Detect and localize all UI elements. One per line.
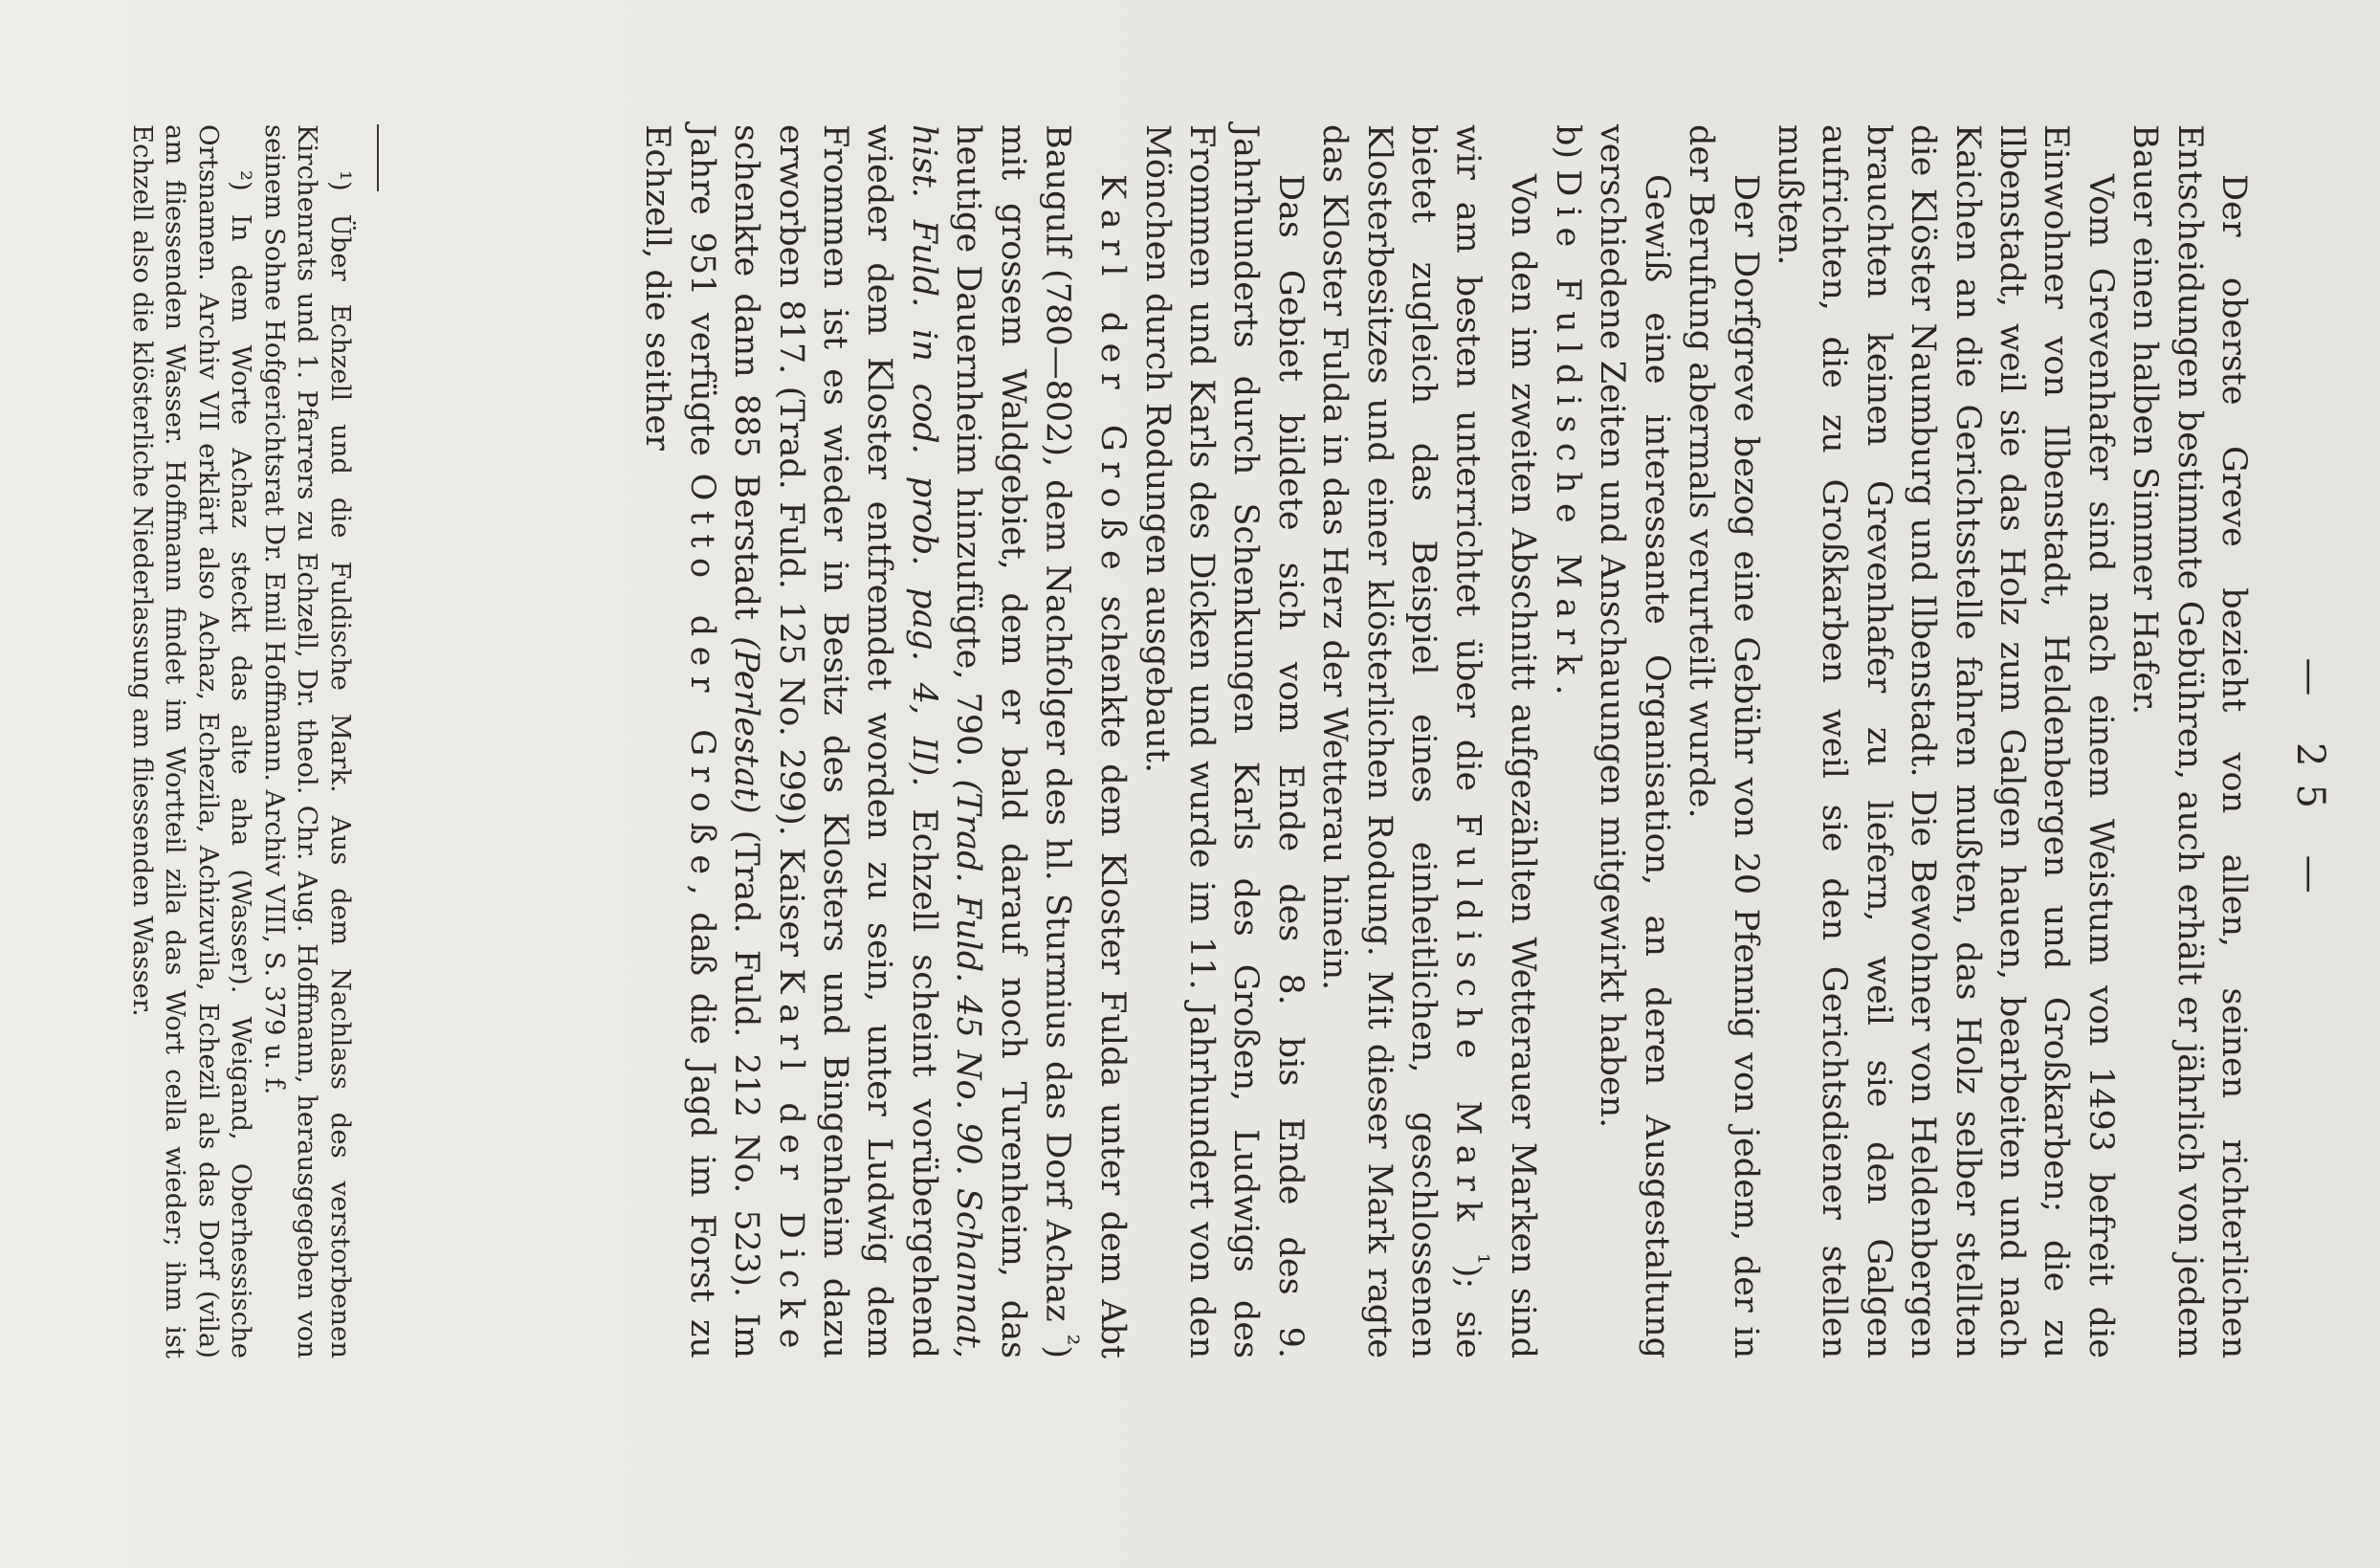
spaced-name: Karl der Dicke [771, 968, 810, 1358]
citation: (Trad. Fuld. 45 No. 90. Schannat, hist. Fuld. in cod. prob. pag. 4, II). [904, 124, 988, 1358]
paragraph-gebiet: Das Gebiet bildete sich vom Ende des 8. bis Ende des 9. Jahrhunderts durch Schenkungen Karls des Großen, Ludwigs des Frommen und Karls des Dicken und wurde im 11. Jahrhundert von den Mönchen durch Rodungen ausgebaut. [1137, 124, 1310, 1358]
paragraph-greve-fees: Der oberste Greve bezieht von allen, seinen richterlichen Entscheidungen bestimmte Gebühren, auch erhält er jährlich von jedem Bauer einen halben Simmer Hafer. [2126, 124, 2253, 1358]
paragraph-organisation: Gewiß eine interessante Organisation, an deren Ausgestaltung verschiedene Zeiten und Anschauungen mitgewirkt haben. [1593, 124, 1676, 1358]
footnote-2: ²) In dem Worte Achaz steckt das alte aha (Wasser). Weigand, Oberhessische Ortsnamen. Archiv VII erklärt also Achaz, Echezila, Achizuvila, Echezil als das Dorf (vila) am fliessenden Wasser. Hoffmann findet im Wortteil zila das Wort cella wieder; ihm ist Echzell also die klösterliche Niederlassung am fliessenden Wasser. [127, 124, 257, 1358]
spaced-name: Karl der Große [1093, 174, 1133, 581]
paragraph-grevenhafer: Vom Grevenhafer sind nach einem Weistum von 1493 befreit die Einwohner von Ilbenstadt, Heldenbergen und Großkarben; die zu Ilbenstadt, weil sie das Holz zum Galgen hauen, bearbeiten und nach Kaichen an die Gerichtsstelle fahren mußten, das Holz selber stellten die Klöster Naumburg und Ilbenstadt. Die Bewohner von Heldenbergen brauchten keinen Grevenhafer zu liefern, weil sie den Galgen aufrichten, die zu Großkarben weil sie den Gerichtsdiener stellen mußten. [1770, 124, 2120, 1358]
paragraph-fuldische-mark [1312, 124, 1546, 1358]
section-title: Die Fuldische Mark. [1548, 169, 1587, 706]
text-run: , daß die Jagd im Forst zu Echzell, die seither [638, 124, 721, 1358]
paragraph-karl-der-grosse [635, 124, 1135, 1358]
text-run: Echzell scheint vorübergehend wieder dem Kloster entfremdet worden zu sein, unter Ludwig dem Frommen ist es wieder in Besitz des Klosters und Bingenheim dazu erworben 817. (Trad. Fuld. 125 No. 299). Kaiser [771, 124, 943, 1358]
footnote-1: ¹) Über Echzell und die Fuldische Mark. Aus dem Nachlass des verstorbenen Kirchenrats und 1. Pfarrers zu Echzell, Dr. theol. Chr. Aug. Hoffmann, herausgegeben von seinem Sohne Hofgerichtsrat Dr. Emil Hoffmann. Archiv VIII, S. 379 u. f. [259, 124, 356, 1358]
text-run: ); sie bietet zugleich das Beispiel eines einheitlichen, geschlossenen Klosterbesitzes und einer klösterlichen Rodung. Mit dieser Mark ragte das Kloster Fulda in das Herz der Wetterau hinein. [1315, 124, 1488, 1358]
footnotes [126, 124, 358, 1358]
footnote-reference: ² [1051, 1334, 1085, 1346]
text-run: ) mit grossem Waldgebiet, dem er bald darauf noch Turenheim, das heutige Dauernheim hinzufügte, 790. [949, 124, 1077, 1358]
section-label: b) [1548, 124, 1587, 160]
page-number: — 25 — [2288, 657, 2332, 911]
citation: (Perlestat) [727, 636, 766, 814]
text-run: Von den im zweiten Abschnitt aufgezählten Wetterauer Marken sind wir am besten unterrichtet über die [1448, 124, 1543, 1358]
text-run: schenkte dann 885 Berstadt [727, 124, 766, 621]
footnote-divider [377, 124, 379, 191]
paragraph-dorfgreve: Der Dorfgreve bezog eine Gebühr von 20 Pfennig von jedem, der in der Berufung abermals verurteilt wurde. [1682, 124, 1765, 1358]
spaced-term: Fuldische Mark [1448, 813, 1488, 1232]
footnote-reference: ¹ [1463, 1253, 1496, 1265]
text-run: (Trad. Fuld. 212 No. 523). Im Jahre 951 verfügte [682, 124, 766, 1358]
text-run: schenkte dem Kloster Fulda unter dem Abt Baugulf (780—802), dem Nachfolger des hl. Sturmius das Dorf Achaz [1038, 124, 1133, 1358]
section-heading [1546, 124, 1590, 1358]
main-text [635, 124, 2256, 1358]
spaced-name: Otto der Große [682, 473, 721, 885]
